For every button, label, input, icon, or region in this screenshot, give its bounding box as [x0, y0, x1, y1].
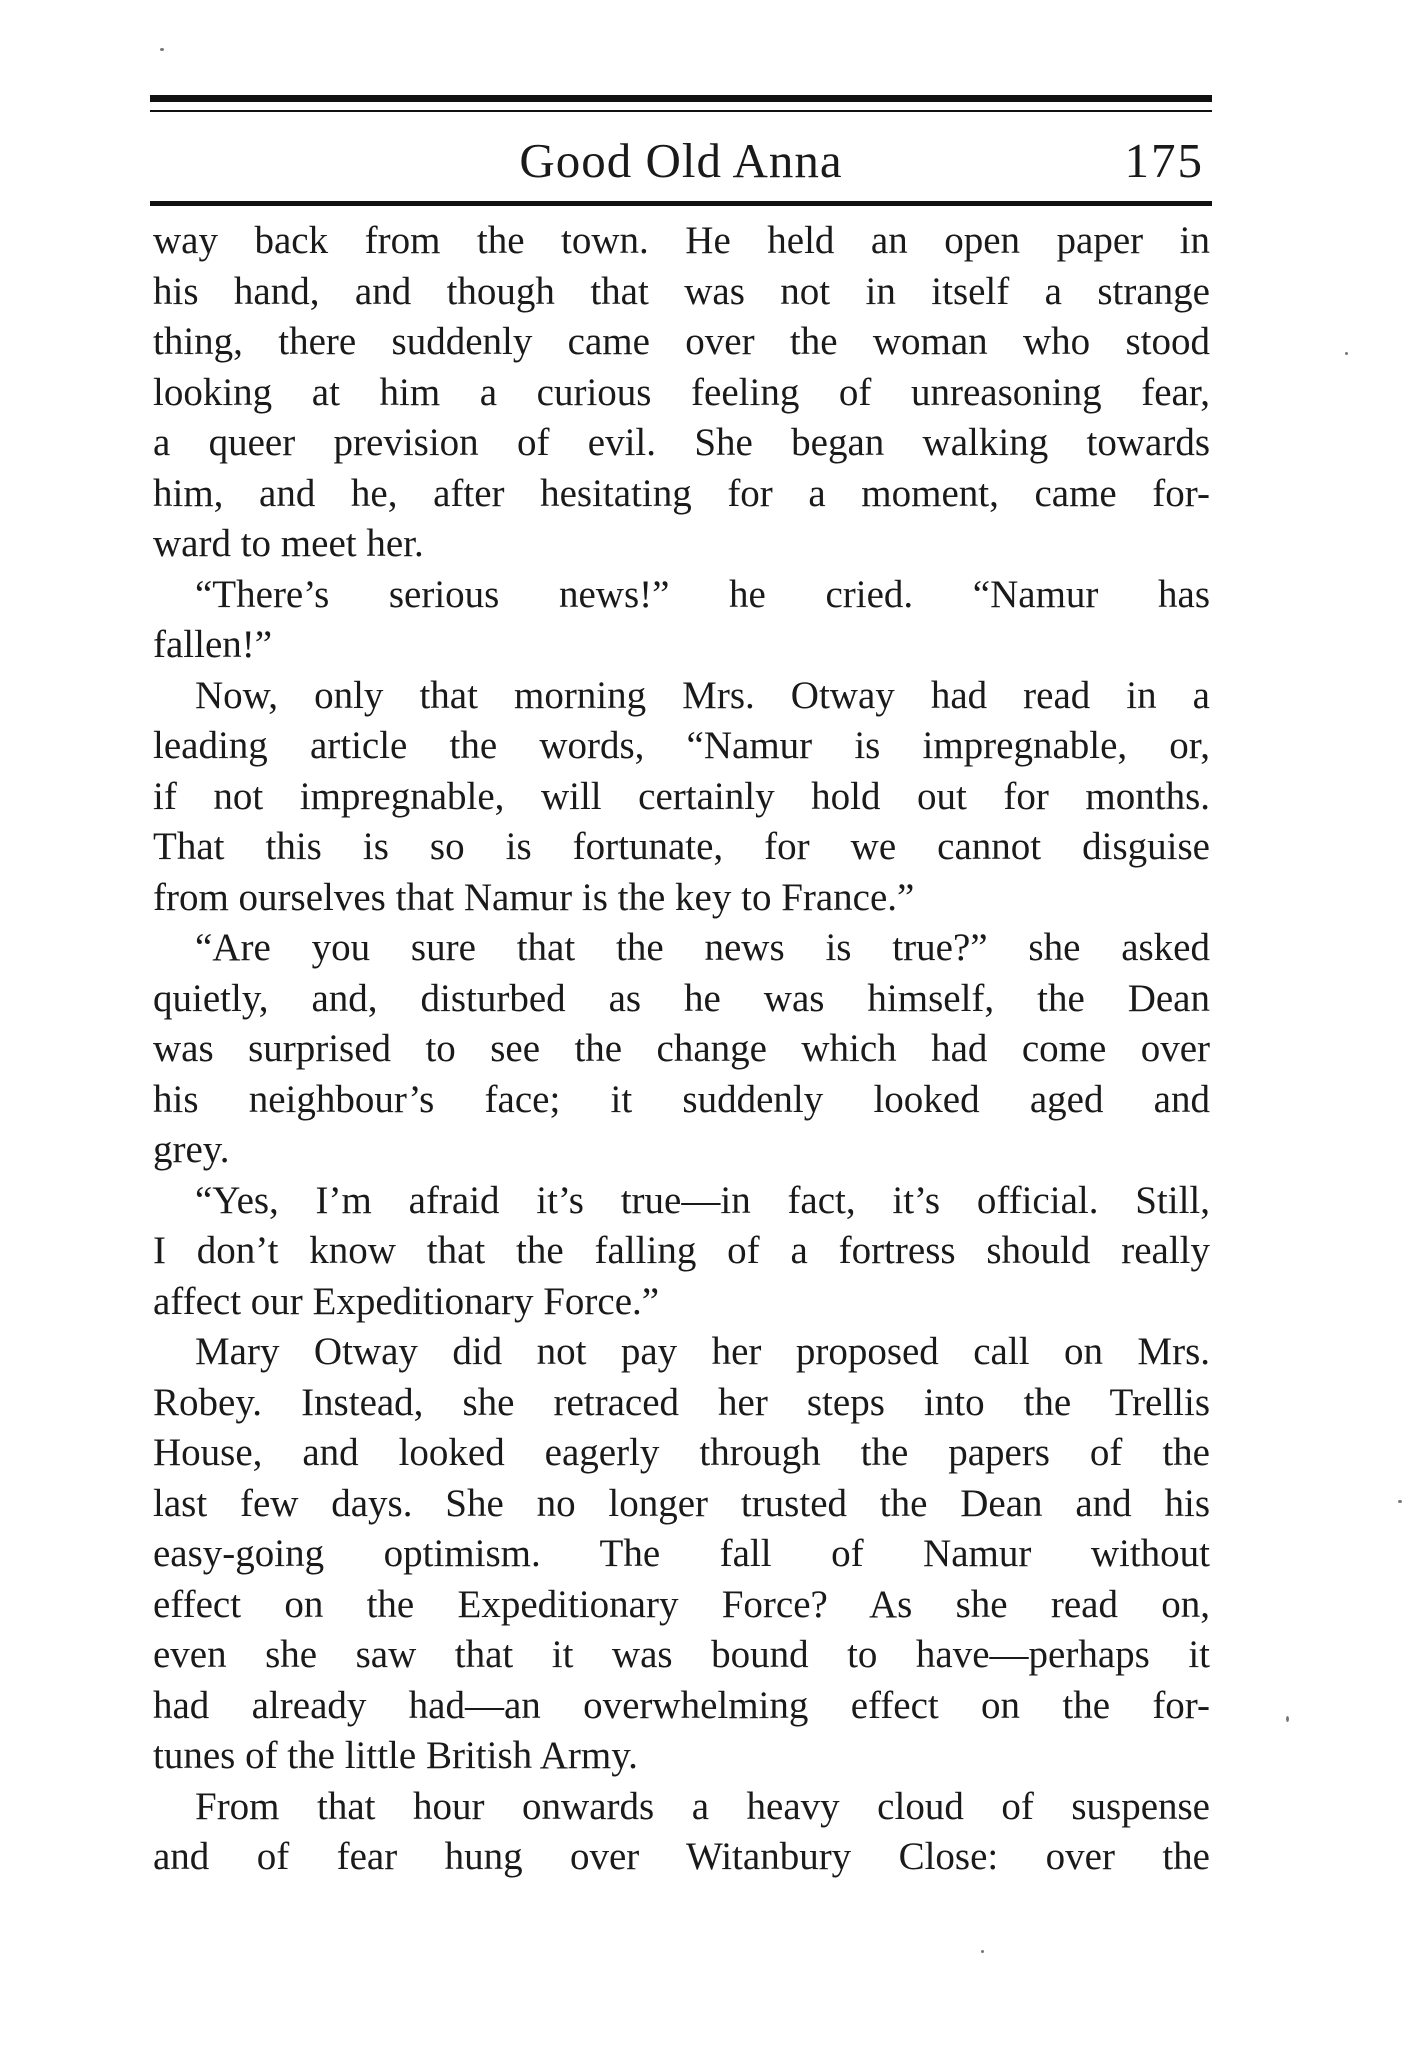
text-line: “Are you sure that the news is true?” she asked	[195, 926, 1210, 969]
text-line: leading article the words, “Namur is impregnable, or,	[153, 724, 1210, 767]
text-line: From that hour onwards a heavy cloud of suspense	[195, 1784, 1210, 1828]
text-line: tunes of the little British Army.	[153, 1734, 638, 1777]
page-speck	[1398, 1500, 1402, 1503]
text-line: grey.	[153, 1128, 230, 1171]
page-speck	[1286, 1716, 1289, 1722]
body-text	[153, 216, 1210, 1883]
page-speck	[981, 1950, 984, 1953]
text-line: last few days. She no longer trusted the Dean and his	[153, 1481, 1210, 1525]
page-speck	[1345, 352, 1348, 355]
text-line: his hand, and though that was not in itself a strange	[153, 269, 1210, 313]
text-line: Mary Otway did not pay her proposed call on Mrs.	[195, 1330, 1210, 1373]
header-rule-thin	[150, 110, 1212, 112]
text-line: affect our Expeditionary Force.”	[153, 1279, 660, 1323]
text-line: even she saw that it was bound to have—perhaps it	[153, 1633, 1210, 1676]
text-line: and of fear hung over Witanbury Close: over the	[153, 1835, 1210, 1878]
page-number: 175	[1124, 133, 1204, 188]
text-line: Now, only that morning Mrs. Otway had read in a	[195, 673, 1210, 717]
text-line: effect on the Expeditionary Force? As she read on,	[153, 1582, 1210, 1626]
page-speck	[160, 48, 164, 51]
text-line: him, and he, after hesitating for a moment, came for-	[153, 471, 1210, 515]
text-line: easy-going optimism. The fall of Namur without	[153, 1532, 1210, 1575]
text-line: way back from the town. He held an open paper in	[153, 219, 1210, 262]
running-title: Good Old Anna	[519, 133, 843, 188]
text-line: Robey. Instead, she retraced her steps into the Trellis	[153, 1380, 1210, 1424]
text-line: had already had—an overwhelming effect on the for-	[153, 1683, 1210, 1727]
text-line: fallen!”	[153, 623, 273, 666]
text-line: if not impregnable, will certainly hold out for months.	[153, 774, 1210, 818]
header-rule-thick	[150, 95, 1212, 102]
running-header	[150, 126, 1212, 196]
text-line: from ourselves that Namur is the key to France.”	[153, 875, 915, 919]
header-rule-bottom	[150, 201, 1212, 206]
text-line: thing, there suddenly came over the woman who stood	[153, 320, 1210, 363]
text-line: House, and looked eagerly through the papers of the	[153, 1431, 1210, 1474]
text-line: “There’s serious news!” he cried. “Namur has	[195, 572, 1210, 616]
text-line: That this is so is fortunate, for we cannot disguise	[153, 825, 1210, 868]
text-line: looking at him a curious feeling of unreasoning fear,	[153, 370, 1210, 414]
text-line: I don’t know that the falling of a fortress should really	[153, 1229, 1210, 1272]
text-line: “Yes, I’m afraid it’s true—in fact, it’s official. Still,	[195, 1178, 1210, 1222]
text-line: ward to meet her.	[153, 522, 424, 565]
text-line: his neighbour’s face; it suddenly looked aged and	[153, 1077, 1210, 1121]
text-line: quietly, and, disturbed as he was himself, the Dean	[153, 976, 1210, 1020]
text-line: a queer prevision of evil. She began walking towards	[153, 421, 1210, 464]
text-line: was surprised to see the change which had come over	[153, 1027, 1210, 1070]
